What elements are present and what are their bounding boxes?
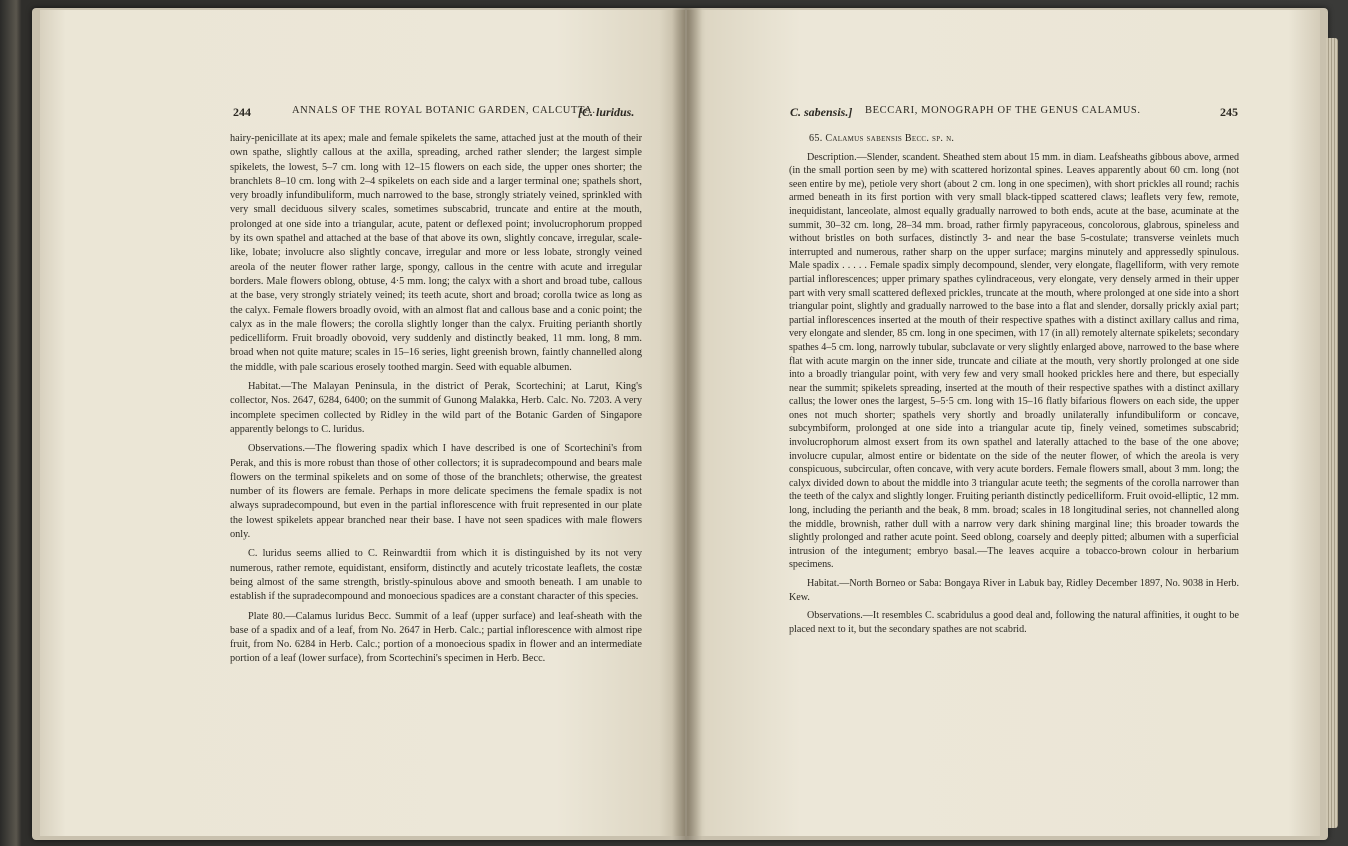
page-edges — [1326, 38, 1338, 828]
open-book — [32, 8, 1328, 840]
right-paragraph-habitat: Habitat.—North Borneo or Saba: Bongaya River in Labuk bay, Ridley December 1897, No. 9038 in Herb. Kew. — [789, 578, 1239, 603]
left-running-head: ANNALS OF THE ROYAL BOTANIC GARDEN, CALCUTTA. — [292, 105, 596, 116]
right-paragraph-description: Description.—Slender, scandent. Sheathed stem about 15 mm. in diam. Leafsheaths gibbous above, armed (in the small portion seen by me) with scattered horizontal spines. Leaves apparently about 60 cm. long (not seen entire by me), petiole very short (about 2 cm. long in one specimen), with short prickles all round; rachis armed beneath in its first portion with very small black-tipped scattered claws; leaflets very few, remote, inequidistant, lanceolate, almost equally gradually narrowed to both ends, acute at the base, acuminate at the summit, 30–32 cm. long, 28–34 mm. broad, rather firmly papyraceous, concolorous, glabrous, spineless and without bristles on both surfaces, distinctly 3- and near the base 5-costulate; transverse veinlets much interrupted and numerous, rather sharp on the upper surface; margins minutely and appressedly spinulous. Male spadix . . . . . Female spadix simply decompound, slender, very elongate, flagelliform, with very remote partial inflorescences; upper primary spathes cylindraceous, very elongate, very densely armed in their upper part with very small scattered deflexed prickles, truncate at the mouth, where prolonged at one side into a short triangular point, slightly and gradually narrowed to the base into a flat and slender, dorsally prickly axial part; partial inflorescences inserted at the mouth of their respective spathes with a distinct axillary callus and rima, very elongate and slender, 85 cm. long in one specimen, with 17 (in all) remotely alternate spikelets; secondary spathes 4–5 cm. long, narrowly tubular, subclavate or very slightly enlarged above, narrowed to the base where flat with acute margin on the inner side, truncate and ciliate at the mouth, very shortly prolonged at one side into a broadly triangular point, with very few and very small hooked prickles here and there, but especially near the summit; spikelets spreading, inserted at the mouth of their respective spathes with a distinct axillary callus; the lower ones the largest, 5–5·5 cm. long with 15–16 flatly bifarious flowers on each side, the upper ones not much shorter; spathels very shortly and broadly unilaterally infundibuliform or concave, subcymbiform, prolonged at one side into a triangular acute tip, finely veined, sometimes subscabrid; involucrophorum almost exsert from its own spathel and laterally attached to the base of the one above; involucre cupular, almost entire or bidentate on the side of the neuter flower, of which the areola is very conspicuous, subcircular, often concave, with very acute borders. Female flowers small, about 3 mm. long; the calyx divided down to about the middle into 3 triangular acute teeth; the segments of the corolla narrower than the teeth of the calyx and slightly longer. Fruiting perianth distinctly pedicelliform. Fruit ovoid-elliptic, 12 mm. long, including the perianth and the beak, 8 mm. broad; scales in 18 longitudinal series, not channelled along the middle, brownish, rather dull with a narrow very dark shining marginal line; this broader towards the slightly prolonged and rather acute point. Seed oblong, coarsely and deeply pitted; albumen with a superficial intrusion of the integument; embryo basal.—The leaves acquire a tobacco-brown colour in herbarium specimens. — [789, 151, 1239, 571]
left-page — [40, 10, 685, 836]
species-heading: 65. Calamus sabensis Becc. sp. n. — [809, 133, 955, 144]
left-page-number: 244 — [233, 105, 251, 119]
left-running-head-species: [C. luridus. — [578, 105, 635, 119]
left-paragraph-observations: Observations.—The flowering spadix which I have described is one of Scortechini's from Perak, and this is more robust than those of other collectors; it is supradecompound and bears male flowers on the terminal spikelets and on some of those of the branchlets; otherwise, the greatest number of its flowers are female. Perhaps in more delicate specimens the female spadix is not always supradecompound, but even in the partial inflorescence with fruit represented in our plate the lowest spikelets appear branched near their base. I have not seen spadices with male flowers only. — [230, 443, 642, 541]
right-running-head: BECCARI, MONOGRAPH OF THE GENUS CALAMUS. — [865, 105, 1141, 116]
left-paragraph-plate: Plate 80.—Calamus luridus Becc. Summit of a leaf (upper surface) and leaf-sheath with the base of a spadix and of a leaf, from No. 2647 in Herb. Calc.; partial inflorescence with almost ripe fruit, from No. 6284 in Herb. Calc.; portion of a monoecious spadix in flower and an intermediate portion of a leaf (lower surface), from Scortechini's specimen in Herb. Becc. — [230, 610, 642, 665]
right-text-block — [789, 132, 1239, 641]
left-paragraph-description: hairy-penicillate at its apex; male and female spikelets the same, attached just at the mouth of their own spathe, slightly callous at the axilla, spreading, arched rather slender; the largest simple spikelets, the lowest, 5–7 cm. long with 12–15 flowers on each side, the upper ones shorter; the branchlets 8–10 cm. long with 2–4 spikelets on each side and a larger terminal one; spathels short, very broadly infundibuliform, much narrowed to the base, strongly striately veined, sprinkled with very small deciduous silvery scales, sometimes subscabrid, truncate and entire at the mouth, prolonged at one side into a triangular, acute, patent or deflexed point; involucrophorum propped by its own spathel and attached at the base of that above its own, slightly concave, irregular, scale-like, lobate; involucre also slightly concave, irregular and more or less lobate, strongly veined areola of the neuter flower rather large, spongy, callous in the centre with acute and irregular borders. Male flowers oblong, obtuse, 4·5 mm. long; the calyx with a short and broad tube, callous at the base, very strongly striately veined; its teeth acute, short and broad; corolla twice as long as the calyx. Female flowers broadly ovoid, with an almost flat and callous base and a conic point; the calyx as in the male flowers; the corolla slightly longer than the calyx. Fruiting perianth shortly pedicelliform. Fruit broadly obovoid, very suddenly and distinctly beaked, 11 mm. long, 8 mm. broad when not quite mature; scales in 15–16 series, light greenish brown, faintly channelled along the middle, with pale scarious erosely toothed margin. Seed with equable albumen. — [230, 133, 642, 373]
left-text-block — [230, 132, 642, 672]
left-paragraph-affinities: C. luridus seems allied to C. Reinwardtii from which it is distinguished by its not very numerous, rather remote, equidistant, ensiform, distinctly and acutely tricostate leaflets, the costæ being almost of the same strength, bristly-spinulous above and smooth beneath. I am unable to establish if the supradecompound and monoecious spadices are a constant character of this species. — [230, 548, 642, 603]
right-page-number: 245 — [1220, 105, 1238, 119]
right-running-head-species: C. sabensis.] — [790, 105, 853, 119]
left-paragraph-habitat: Habitat.—The Malayan Peninsula, in the district of Perak, Scortechini; at Larut, King's collector, Nos. 2647, 6284, 6400; on the summit of Gunong Malakka, Herb. Calc. No. 7203. A very incomplete specimen collected by Ridley in the wild part of the Botanic Garden of Singapore apparently belongs to C. luridus. — [230, 381, 642, 435]
right-paragraph-observations: Observations.—It resembles C. scabridulus a good deal and, following the natural affinities, it ought to be placed next to it, but the secondary spathes are not scabrid. — [789, 610, 1239, 635]
right-page — [687, 10, 1320, 836]
